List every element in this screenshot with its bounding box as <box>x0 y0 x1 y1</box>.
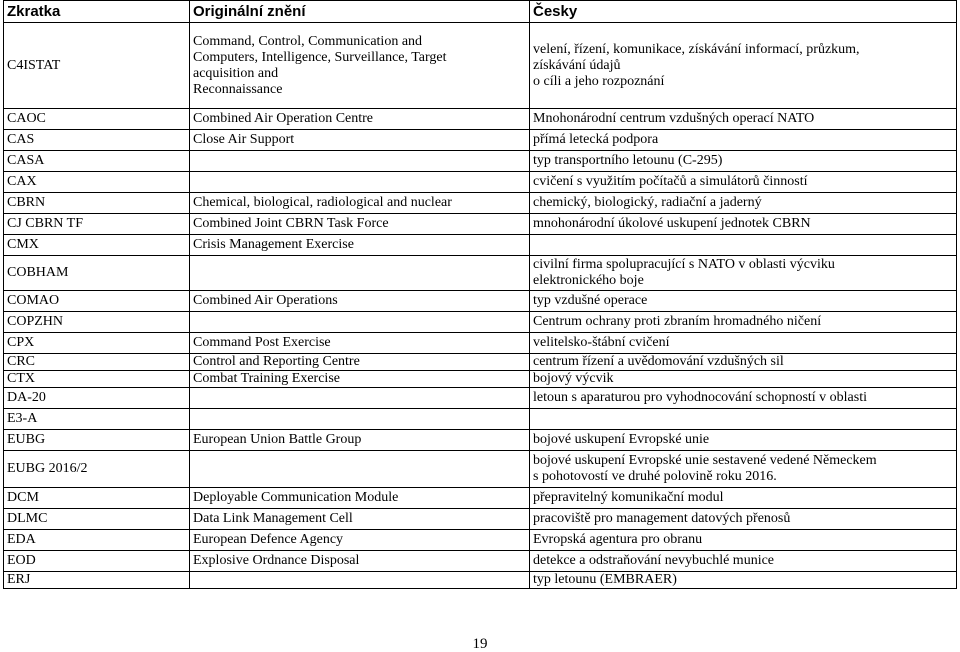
abbreviation-cell: EOD <box>4 551 190 572</box>
czech-cell: letoun s aparaturou pro vyhodnocování schopností v oblasti <box>530 388 957 409</box>
table-row <box>4 354 957 371</box>
czech-cell <box>530 409 957 430</box>
abbreviation-cell: COMAO <box>4 291 190 312</box>
original-wording-cell: European Defence Agency <box>190 530 530 551</box>
original-wording-cell <box>190 312 530 333</box>
page-number: 19 <box>472 636 488 652</box>
czech-cell: pracoviště pro management datových přenosů <box>530 509 957 530</box>
czech-cell: typ transportního letounu (C-295) <box>530 151 957 172</box>
czech-cell: Evropská agentura pro obranu <box>530 530 957 551</box>
table-row <box>4 430 957 451</box>
table-row <box>4 23 957 109</box>
original-wording-cell: Combined Air Operation Centre <box>190 109 530 130</box>
abbreviations-table <box>3 0 957 589</box>
original-wording-cell: Command Post Exercise <box>190 333 530 354</box>
table-row <box>4 572 957 589</box>
abbreviation-cell: DLMC <box>4 509 190 530</box>
abbreviation-cell: COPZHN <box>4 312 190 333</box>
original-wording-cell <box>190 572 530 589</box>
czech-cell: bojový výcvik <box>530 371 957 388</box>
original-wording-cell: Control and Reporting Centre <box>190 354 530 371</box>
table-row <box>4 451 957 488</box>
czech-cell: cvičení s využitím počítačů a simulátorů činností <box>530 172 957 193</box>
original-wording-cell: Combined Air Operations <box>190 291 530 312</box>
original-wording-cell: Crisis Management Exercise <box>190 235 530 256</box>
original-wording-cell: Combat Training Exercise <box>190 371 530 388</box>
czech-cell: velitelsko-štábní cvičení <box>530 333 957 354</box>
original-wording-cell: Deployable Communication Module <box>190 488 530 509</box>
table-row <box>4 214 957 235</box>
abbreviation-cell: CAX <box>4 172 190 193</box>
czech-cell: chemický, biologický, radiační a jaderný <box>530 193 957 214</box>
original-wording-cell <box>190 388 530 409</box>
czech-cell: bojové uskupení Evropské unie sestavené vedené Německem s pohotovostí ve druhé polovině roku 2016. <box>530 451 957 488</box>
czech-cell: velení, řízení, komunikace, získávání informací, průzkum, získávání údajů o cíli a jeho rozpoznání <box>530 23 957 109</box>
abbreviation-cell: ERJ <box>4 572 190 589</box>
original-wording-cell <box>190 451 530 488</box>
abbreviation-cell: DA-20 <box>4 388 190 409</box>
abbreviation-cell: CMX <box>4 235 190 256</box>
abbreviation-cell: EUBG 2016/2 <box>4 451 190 488</box>
original-wording-cell: Data Link Management Cell <box>190 509 530 530</box>
header-czech: Česky <box>530 1 957 23</box>
czech-cell: typ vzdušné operace <box>530 291 957 312</box>
table-row <box>4 530 957 551</box>
abbreviation-cell: E3-A <box>4 409 190 430</box>
abbreviation-cell: CAOC <box>4 109 190 130</box>
czech-cell: bojové uskupení Evropské unie <box>530 430 957 451</box>
table-body <box>4 23 957 589</box>
abbreviation-cell: CASA <box>4 151 190 172</box>
abbreviation-cell: CBRN <box>4 193 190 214</box>
original-wording-cell: Combined Joint CBRN Task Force <box>190 214 530 235</box>
table-row <box>4 109 957 130</box>
table-row <box>4 193 957 214</box>
abbreviation-cell: COBHAM <box>4 256 190 291</box>
table-row <box>4 151 957 172</box>
abbreviation-cell: CAS <box>4 130 190 151</box>
table-row <box>4 333 957 354</box>
table-row <box>4 409 957 430</box>
abbreviation-cell: EUBG <box>4 430 190 451</box>
czech-cell <box>530 235 957 256</box>
original-wording-cell: European Union Battle Group <box>190 430 530 451</box>
original-wording-cell <box>190 256 530 291</box>
original-wording-cell: Command, Control, Communication and Computers, Intelligence, Surveillance, Target acquisition and Reconnaissance <box>190 23 530 109</box>
abbreviation-cell: CPX <box>4 333 190 354</box>
czech-cell: přímá letecká podpora <box>530 130 957 151</box>
table-row <box>4 551 957 572</box>
table-row <box>4 509 957 530</box>
original-wording-cell: Close Air Support <box>190 130 530 151</box>
table-row <box>4 371 957 388</box>
table-row <box>4 488 957 509</box>
header-original-wording: Originální znění <box>190 1 530 23</box>
table-row <box>4 312 957 333</box>
abbreviation-cell: CJ CBRN TF <box>4 214 190 235</box>
czech-cell: mnohonárodní úkolové uskupení jednotek CBRN <box>530 214 957 235</box>
original-wording-cell <box>190 151 530 172</box>
czech-cell: detekce a odstraňování nevybuchlé munice <box>530 551 957 572</box>
abbreviation-cell: CTX <box>4 371 190 388</box>
abbreviation-cell: DCM <box>4 488 190 509</box>
table-row <box>4 291 957 312</box>
table-row <box>4 172 957 193</box>
czech-cell: Mnohonárodní centrum vzdušných operací NATO <box>530 109 957 130</box>
original-wording-cell: Chemical, biological, radiological and nuclear <box>190 193 530 214</box>
czech-cell: civilní firma spolupracující s NATO v oblasti výcviku elektronického boje <box>530 256 957 291</box>
header-abbreviation: Zkratka <box>4 1 190 23</box>
czech-cell: přepravitelný komunikační modul <box>530 488 957 509</box>
czech-cell: centrum řízení a uvědomování vzdušných sil <box>530 354 957 371</box>
table-header-row <box>4 1 957 23</box>
czech-cell: Centrum ochrany proti zbraním hromadného ničení <box>530 312 957 333</box>
abbreviation-cell: CRC <box>4 354 190 371</box>
table-row <box>4 388 957 409</box>
original-wording-cell <box>190 172 530 193</box>
table-row <box>4 130 957 151</box>
abbreviation-cell: C4ISTAT <box>4 23 190 109</box>
czech-cell: typ letounu (EMBRAER) <box>530 572 957 589</box>
original-wording-cell: Explosive Ordnance Disposal <box>190 551 530 572</box>
original-wording-cell <box>190 409 530 430</box>
table-row <box>4 235 957 256</box>
abbreviation-cell: EDA <box>4 530 190 551</box>
table-row <box>4 256 957 291</box>
